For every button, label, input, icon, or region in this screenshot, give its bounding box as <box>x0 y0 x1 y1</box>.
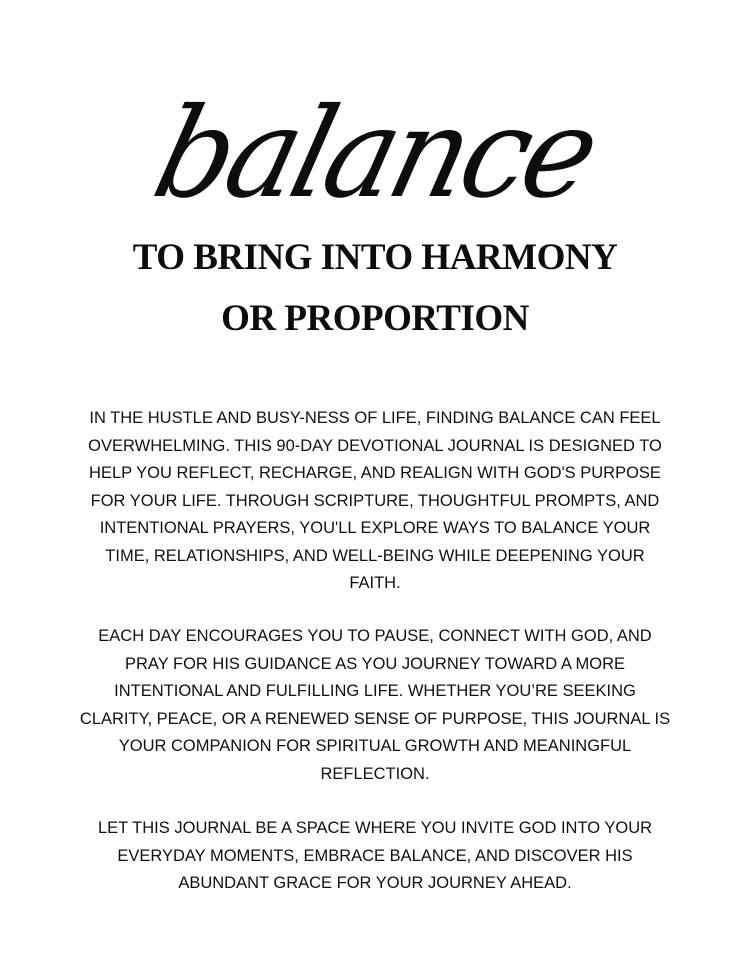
text-line: OVERWHELMING. THIS 90-DAY DEVOTIONAL JOURNAL IS DESIGNED TO <box>88 436 662 455</box>
subtitle-line-1: TO BRING INTO HARMONY <box>132 237 618 278</box>
text-line: YOUR COMPANION FOR SPIRITUAL GROWTH AND MEANINGFUL <box>118 737 632 755</box>
text-line: ABUNDANT GRACE FOR YOUR JOURNEY AHEAD. <box>178 874 572 892</box>
text-line: HELP YOU REFLECT, RECHARGE, AND REALIGN WITH GOD'S PURPOSE <box>89 464 661 482</box>
text-line: INTENTIONAL AND FULFILLING LIFE. WHETHER YOU’RE SEEKING <box>114 682 636 700</box>
text-line: PRAY FOR HIS GUIDANCE AS YOU JOURNEY TOWARD A MORE <box>125 654 625 673</box>
text-line: REFLECTION. <box>320 764 430 783</box>
text-line: CLARITY, PEACE, OR A RENEWED SENSE OF PURPOSE, THIS JOURNAL IS <box>79 709 671 728</box>
text-line: FOR YOUR LIFE. THROUGH SCRIPTURE, THOUGHTFUL PROMPTS, AND <box>90 491 660 510</box>
daily-paragraph <box>0 623 750 788</box>
text-line: IN THE HUSTLE AND BUSY-NESS OF LIFE, FINDING BALANCE CAN FEEL <box>89 409 661 427</box>
text-line: FAITH. <box>349 574 401 592</box>
text-line: EACH DAY ENCOURAGES YOU TO PAUSE, CONNECT WITH GOD, AND <box>98 627 652 645</box>
text-line: TIME, RELATIONSHIPS, AND WELL-BEING WHILE DEEPENING YOUR <box>105 546 645 565</box>
text-line: INTENTIONAL PRAYERS, YOU'LL EXPLORE WAYS TO BALANCE YOUR <box>99 519 651 537</box>
text-line: EVERYDAY MOMENTS, EMBRACE BALANCE, AND DISCOVER HIS <box>117 846 633 865</box>
subtitle-line-2: OR PROPORTION <box>221 298 529 339</box>
intro-paragraph <box>0 405 750 598</box>
closing-paragraph <box>0 815 750 898</box>
text-line: LET THIS JOURNAL BE A SPACE WHERE YOU INVITE GOD INTO YOUR <box>97 819 653 837</box>
script-title: balance <box>141 80 609 226</box>
